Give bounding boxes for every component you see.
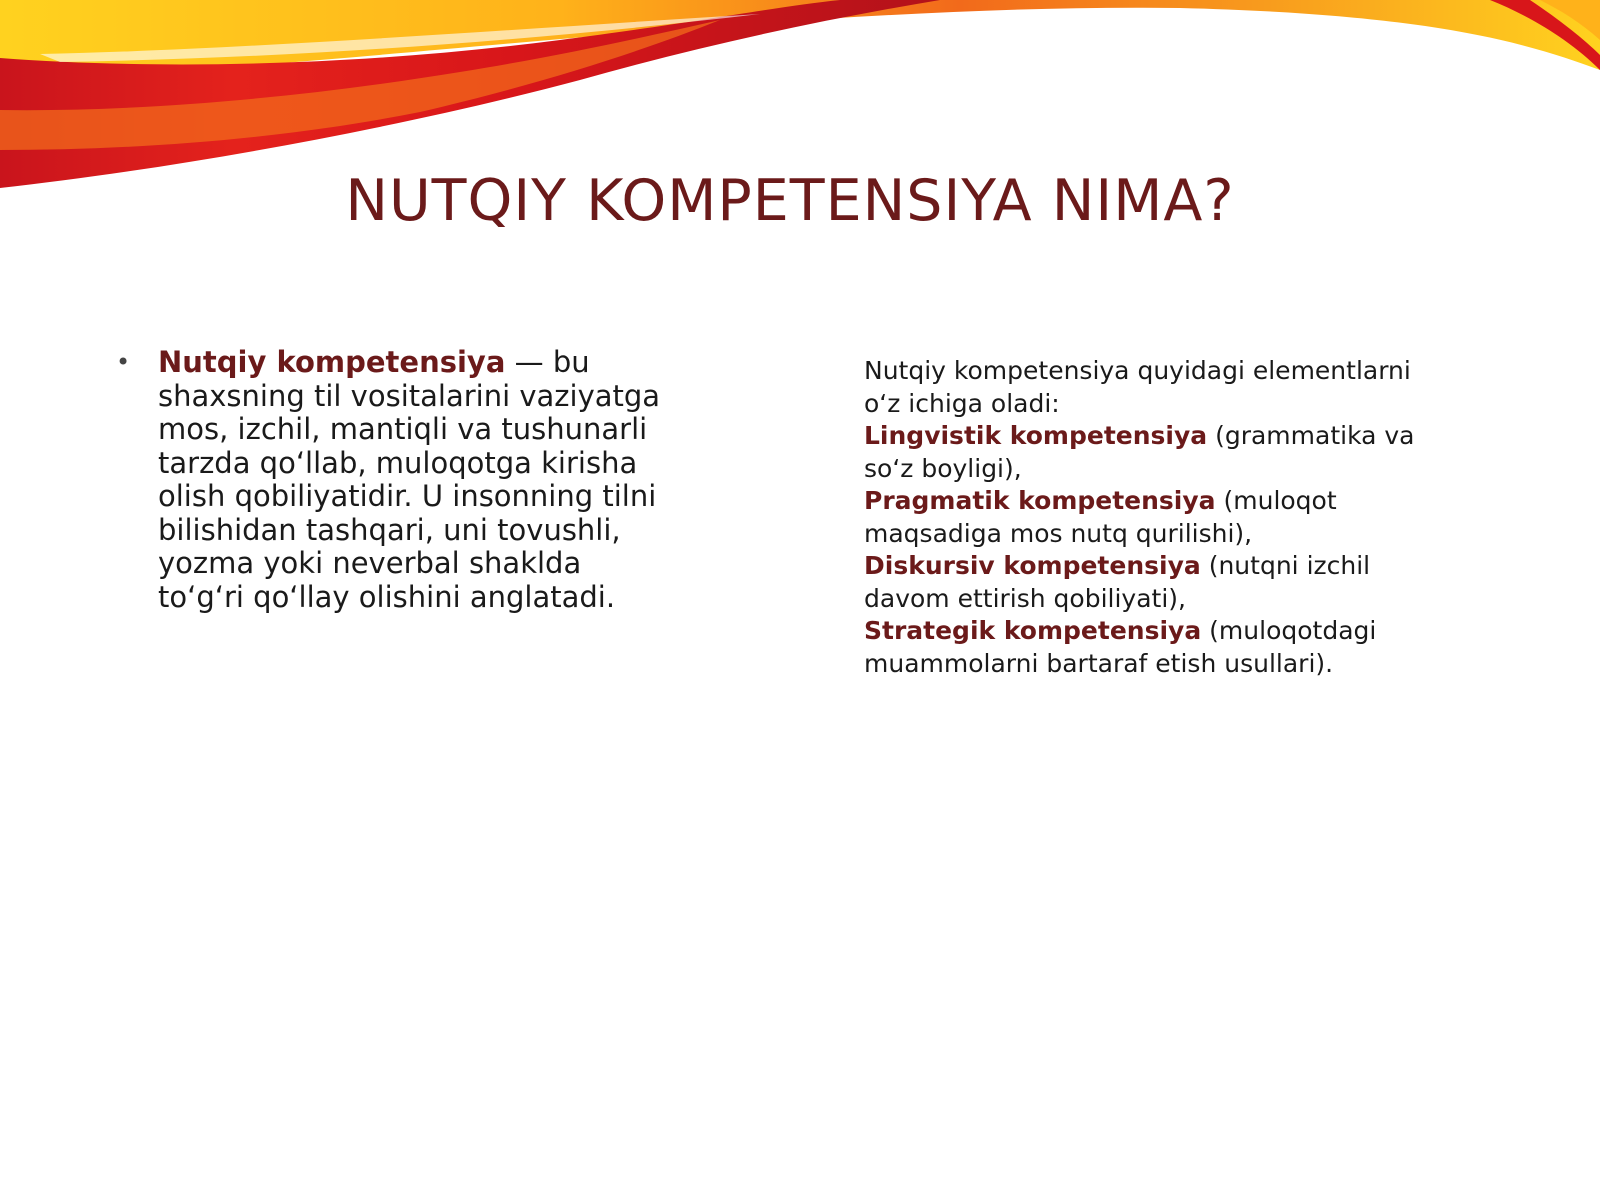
elements-intro: Nutqiy kompetensiya quyidagi elementlarni o‘z ichiga oladi:: [864, 356, 1411, 418]
element-item-strategik: [864, 615, 1424, 680]
slide-title: NUTQIY KOMPETENSIYA NIMA?: [345, 168, 1235, 234]
element-term: Diskursiv kompetensiya: [864, 551, 1201, 580]
element-term: Pragmatik kompetensiya: [864, 486, 1216, 515]
element-desc: (muloqot maqsadiga mos nutq qurilishi),: [864, 486, 1337, 548]
definition-column: [114, 346, 674, 614]
element-desc: (muloqotdagi muammolarni bartaraf etish usullari).: [864, 616, 1377, 678]
element-term: Lingvistik kompetensiya: [864, 421, 1208, 450]
bullet-icon: •: [116, 348, 131, 376]
element-item-diskursiv: [864, 550, 1424, 615]
element-item-pragmatik: [864, 485, 1424, 550]
element-term: Strategik kompetensiya: [864, 616, 1202, 645]
definition-term: Nutqiy kompetensiya: [158, 345, 506, 379]
definition-text: — bu shaxsning til vositalarini vaziyatga mos, izchil, mantiqli va tushunarli tarzda qo‘llab, muloqotga kirisha olish qobiliyatidir. U insonning tilni bilishidan tashqari, uni tovushli, yozma yoki neverbal shaklda to‘g‘ri qo‘llay olishini anglatadi.: [158, 345, 661, 614]
elements-column: [864, 355, 1424, 680]
element-desc: (grammatika va so‘z boyligi),: [864, 421, 1415, 483]
element-desc: (nutqni izchil davom ettirish qobiliyati),: [864, 551, 1371, 613]
definition-bullet: [114, 346, 674, 614]
element-item-lingvistik: [864, 420, 1424, 485]
